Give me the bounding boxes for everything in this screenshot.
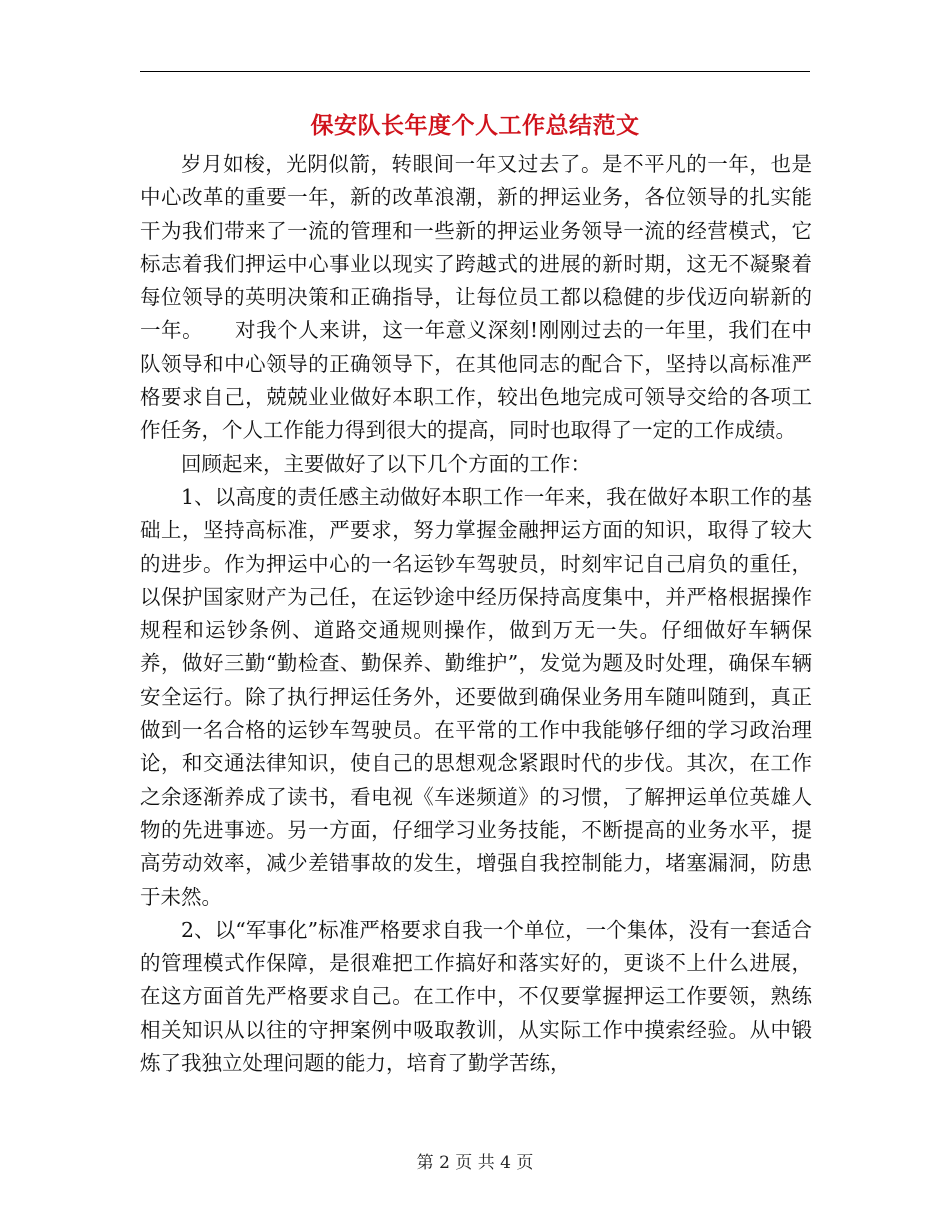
paragraph-review: 回顾起来，主要做好了以下几个方面的工作： xyxy=(181,451,591,476)
document-title: 保安队长年度个人工作总结范文 xyxy=(310,112,640,139)
document-body xyxy=(140,148,812,1080)
paragraph-intro: 岁月如梭，光阴似箭，转眼间一年又过去了。是不平凡的一年，也是中心改革的重要一年，新的改革浪潮，新的押运业务，各位领导的扎实能干为我们带来了一流的管理和一些新的押运业务领导一流的经营模式，它标志着我们押运中心事业以现实了跨越式的进展的新时期，这无不凝聚着每位领导的英明决策和正确指导，让每位员工都以稳健的步伐迈向崭新的一年。 对我个人来讲，这一年意义深刻!刚刚过去的一年里，我们在中队领导和中心领导的正确领导下，在其他同志的配合下，坚持以高标准严格要求自己，兢兢业业做好本职工作，较出色地完成可领导交给的各项工作任务，个人工作能力得到很大的提高，同时也取得了一定的工作成绩。 xyxy=(140,152,812,443)
paragraph-item-2: 2、以“军事化”标准严格要求自我一个单位，一个集体，没有一套适合的管理模式作保障，是很难把工作搞好和落实好的，更谈不上什么进展，在这方面首先严格要求自己。在工作中，不仅要掌握押运工作要领，熟练相关知识从以往的守押案例中吸取教训，从实际工作中摸索经验。从中锻炼了我独立处理问题的能力，培育了勤学苦练， xyxy=(140,917,812,1076)
paragraph-item-1: 1、以高度的责任感主动做好本职工作一年来，我在做好本职工作的基础上，坚持高标准，严要求，努力掌握金融押运方面的知识，取得了较大的进步。作为押运中心的一名运钞车驾驶员，时刻牢记自己肩负的重任，以保护国家财产为己任，在运钞途中经历保持高度集中，并严格根据操作规程和运钞条例、道路交通规则操作，做到万无一失。仔细做好车辆保养，做好三勤“勤检查、勤保养、勤维护”，发觉为题及时处理，确保车辆安全运行。除了执行押运任务外，还要做到确保业务用车随叫随到，真正做到一名合格的运钞车驾驶员。在平常的工作中我能够仔细的学习政治理论，和交通法律知识，使自己的思想观念紧跟时代的步伐。其次，在工作之余逐渐养成了读书，看电视《车迷频道》的习惯，了解押运单位英雄人物的先进事迹。另一方面，仔细学习业务技能，不断提高的业务水平，提高劳动效率，减少差错事故的发生，增强自我控制能力，堵塞漏洞，防患于未然。 xyxy=(140,484,812,909)
page-footer: 第 2 页 共 4 页 xyxy=(416,1153,534,1173)
header-rule xyxy=(140,71,810,72)
